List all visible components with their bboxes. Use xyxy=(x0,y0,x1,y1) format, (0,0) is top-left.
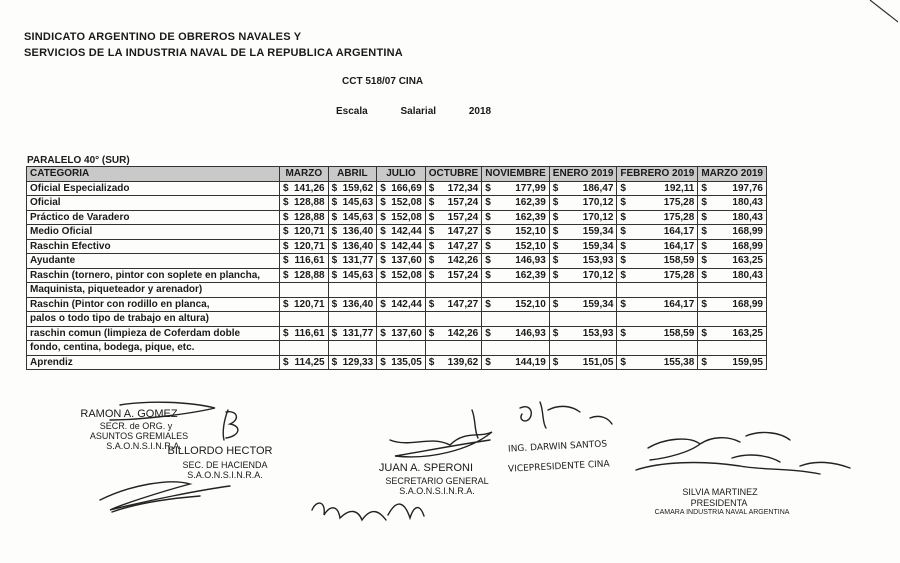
signature-speroni-title-2: S.A.O.N.S.I.N.R.A. xyxy=(399,486,475,496)
currency-cell: $ xyxy=(328,326,340,341)
value-cell: 147,27 xyxy=(437,297,482,312)
value-cell: 145,63 xyxy=(340,268,377,283)
currency-cell: $ xyxy=(698,326,710,341)
column-header-4: OCTUBRE xyxy=(425,167,481,182)
value-cell: 147,27 xyxy=(437,239,482,254)
category-cell: Raschin (Pintor con rodillo en planca, xyxy=(27,297,280,312)
value-cell: 141,26 xyxy=(291,181,328,196)
doc-title-line-2: SERVICIOS DE LA INDUSTRIA NAVAL DE LA REPUBLICA ARGENTINA xyxy=(24,47,403,59)
currency-cell: $ xyxy=(425,225,437,240)
signature-billordo-name: BILLORDO HECTOR xyxy=(167,445,273,457)
value-cell: 180,43 xyxy=(709,210,766,225)
currency-cell: $ xyxy=(698,355,710,370)
value-cell: 146,93 xyxy=(493,326,549,341)
currency-cell: $ xyxy=(698,268,710,283)
value-cell: 128,88 xyxy=(291,210,328,225)
escala-label: Escala Salarial 2018 xyxy=(336,106,492,117)
value-cell: 168,99 xyxy=(709,297,766,312)
value-cell: 170,12 xyxy=(561,196,617,211)
value-cell: 175,28 xyxy=(628,196,697,211)
currency-cell: $ xyxy=(698,181,710,196)
column-header-2: ABRIL xyxy=(328,167,377,182)
currency-cell: $ xyxy=(280,268,292,283)
value-cell: 142,26 xyxy=(437,254,482,269)
category-cell: palos o todo tipo de trabajo en altura) xyxy=(27,312,280,327)
value-cell: 152,08 xyxy=(388,196,425,211)
value-cell: 170,12 xyxy=(561,210,617,225)
currency-cell: $ xyxy=(617,225,629,240)
currency-cell: $ xyxy=(328,254,340,269)
currency-cell: $ xyxy=(617,355,629,370)
currency-cell: $ xyxy=(549,181,561,196)
currency-cell: $ xyxy=(617,326,629,341)
currency-cell: $ xyxy=(425,355,437,370)
category-cell: Ayudante xyxy=(27,254,280,269)
column-header-categoria: CATEGORIA xyxy=(27,167,280,182)
value-cell: 159,62 xyxy=(340,181,377,196)
signature-gomez-name: RAMON A. GOMEZ xyxy=(80,408,178,420)
value-cell: 180,43 xyxy=(709,196,766,211)
currency-cell: $ xyxy=(328,181,340,196)
value-cell: 157,24 xyxy=(437,268,482,283)
value-cell: 158,59 xyxy=(628,254,697,269)
currency-cell: $ xyxy=(425,326,437,341)
value-cell: 145,63 xyxy=(340,196,377,211)
currency-cell: $ xyxy=(482,239,494,254)
column-header-8: MARZO 2019 xyxy=(698,167,767,182)
value-cell: 158,59 xyxy=(628,326,697,341)
category-cell: raschin comun (limpieza de Coferdam doble xyxy=(27,326,280,341)
currency-cell: $ xyxy=(698,297,710,312)
value-cell: 145,63 xyxy=(340,210,377,225)
currency-cell: $ xyxy=(482,225,494,240)
currency-cell: $ xyxy=(328,225,340,240)
signature-billordo-title-2: S.A.O.N.S.I.N.R.A. xyxy=(187,470,263,480)
value-cell: 129,33 xyxy=(340,355,377,370)
signature-martinez-title-1: PRESIDENTA xyxy=(690,498,748,508)
currency-cell: $ xyxy=(328,355,340,370)
value-cell: 180,43 xyxy=(709,268,766,283)
currency-cell: $ xyxy=(482,326,494,341)
value-cell: 186,47 xyxy=(561,181,617,196)
value-cell: 170,12 xyxy=(561,268,617,283)
column-header-6: ENERO 2019 xyxy=(549,167,617,182)
currency-cell: $ xyxy=(377,326,389,341)
currency-cell: $ xyxy=(280,254,292,269)
value-cell: 137,60 xyxy=(388,326,425,341)
value-cell: 159,34 xyxy=(561,297,617,312)
currency-cell: $ xyxy=(617,297,629,312)
currency-cell: $ xyxy=(617,181,629,196)
currency-cell: $ xyxy=(698,210,710,225)
currency-cell: $ xyxy=(698,196,710,211)
value-cell: 152,08 xyxy=(388,210,425,225)
doc-title-line-1: SINDICATO ARGENTINO DE OBREROS NAVALES Y xyxy=(24,31,302,43)
currency-cell: $ xyxy=(698,254,710,269)
value-cell: 155,38 xyxy=(628,355,697,370)
value-cell: 162,39 xyxy=(493,268,549,283)
currency-cell: $ xyxy=(377,181,389,196)
currency-cell: $ xyxy=(698,225,710,240)
value-cell: 177,99 xyxy=(493,181,549,196)
currency-cell: $ xyxy=(425,254,437,269)
value-cell: 120,71 xyxy=(291,239,328,254)
signature-martinez-title-2: CAMARA INDUSTRIA NAVAL ARGENTINA xyxy=(654,509,790,516)
currency-cell: $ xyxy=(617,196,629,211)
category-cell: Medio Oficial xyxy=(27,225,280,240)
value-cell: 139,62 xyxy=(437,355,482,370)
value-cell: 192,11 xyxy=(628,181,697,196)
category-cell: fondo, centina, bodega, pique, etc. xyxy=(27,341,280,356)
currency-cell: $ xyxy=(328,196,340,211)
signature-gomez-title-3: S.A.O.N.S.I.N.R.A. xyxy=(106,441,182,451)
value-cell: 136,40 xyxy=(340,225,377,240)
currency-cell: $ xyxy=(549,210,561,225)
currency-cell: $ xyxy=(617,210,629,225)
value-cell: 175,28 xyxy=(628,268,697,283)
currency-cell: $ xyxy=(549,355,561,370)
value-cell: 164,17 xyxy=(628,297,697,312)
value-cell: 142,44 xyxy=(388,239,425,254)
signature-speroni-title-1: SECRETARIO GENERAL xyxy=(385,476,489,486)
currency-cell: $ xyxy=(377,355,389,370)
cct-label: CCT 518/07 CINA xyxy=(342,76,424,87)
column-header-7: FEBRERO 2019 xyxy=(617,167,698,182)
currency-cell: $ xyxy=(328,297,340,312)
category-cell: Práctico de Varadero xyxy=(27,210,280,225)
value-cell: 142,44 xyxy=(388,225,425,240)
currency-cell: $ xyxy=(482,210,494,225)
value-cell: 131,77 xyxy=(340,254,377,269)
value-cell: 164,17 xyxy=(628,239,697,254)
currency-cell: $ xyxy=(482,254,494,269)
value-cell: 137,60 xyxy=(388,254,425,269)
value-cell: 163,25 xyxy=(709,254,766,269)
value-cell: 159,34 xyxy=(561,239,617,254)
value-cell: 168,99 xyxy=(709,225,766,240)
category-cell: Maquinista, piqueteador y arenador) xyxy=(27,283,280,298)
signature-santos-line-2: VICEPRESIDENTE CINA xyxy=(507,459,610,475)
currency-cell: $ xyxy=(425,297,437,312)
currency-cell: $ xyxy=(617,239,629,254)
value-cell: 159,95 xyxy=(709,355,766,370)
value-cell: 175,28 xyxy=(628,210,697,225)
currency-cell: $ xyxy=(377,254,389,269)
currency-cell: $ xyxy=(617,268,629,283)
currency-cell: $ xyxy=(377,225,389,240)
currency-cell: $ xyxy=(328,268,340,283)
value-cell: 128,88 xyxy=(291,268,328,283)
currency-cell: $ xyxy=(482,297,494,312)
value-cell: 116,61 xyxy=(291,326,328,341)
signature-gomez-title-2: ASUNTOS GREMIALES xyxy=(89,431,189,441)
currency-cell: $ xyxy=(482,355,494,370)
corner-mark xyxy=(860,0,900,30)
signature-billordo-title-1: SEC. DE HACIENDA xyxy=(182,460,268,470)
currency-cell: $ xyxy=(280,297,292,312)
currency-cell: $ xyxy=(377,210,389,225)
value-cell: 144,19 xyxy=(493,355,549,370)
category-cell: Aprendiz xyxy=(27,355,280,370)
currency-cell: $ xyxy=(549,254,561,269)
currency-cell: $ xyxy=(549,196,561,211)
value-cell: 168,99 xyxy=(709,239,766,254)
currency-cell: $ xyxy=(280,196,292,211)
currency-cell: $ xyxy=(482,196,494,211)
value-cell: 128,88 xyxy=(291,196,328,211)
value-cell: 157,24 xyxy=(437,196,482,211)
category-cell: Raschin (tornero, pintor con soplete en plancha, xyxy=(27,268,280,283)
signature-gomez-title-1: SECR. de ORG. y xyxy=(99,421,173,431)
value-cell: 162,39 xyxy=(493,210,549,225)
currency-cell: $ xyxy=(549,326,561,341)
column-header-3: JULIO xyxy=(377,167,426,182)
currency-cell: $ xyxy=(377,239,389,254)
category-cell: Oficial Especializado xyxy=(27,181,280,196)
value-cell: 164,17 xyxy=(628,225,697,240)
currency-cell: $ xyxy=(425,239,437,254)
currency-cell: $ xyxy=(425,181,437,196)
currency-cell: $ xyxy=(549,268,561,283)
value-cell: 166,69 xyxy=(388,181,425,196)
currency-cell: $ xyxy=(377,268,389,283)
value-cell: 152,10 xyxy=(493,297,549,312)
value-cell: 135,05 xyxy=(388,355,425,370)
value-cell: 151,05 xyxy=(561,355,617,370)
value-cell: 152,08 xyxy=(388,268,425,283)
currency-cell: $ xyxy=(617,254,629,269)
value-cell: 159,34 xyxy=(561,225,617,240)
value-cell: 131,77 xyxy=(340,326,377,341)
category-cell: Raschin Efectivo xyxy=(27,239,280,254)
value-cell: 116,61 xyxy=(291,254,328,269)
currency-cell: $ xyxy=(482,268,494,283)
value-cell: 152,10 xyxy=(493,239,549,254)
value-cell: 136,40 xyxy=(340,297,377,312)
column-header-5: NOVIEMBRE xyxy=(482,167,550,182)
currency-cell: $ xyxy=(482,181,494,196)
currency-cell: $ xyxy=(549,225,561,240)
value-cell: 153,93 xyxy=(561,326,617,341)
value-cell: 120,71 xyxy=(291,225,328,240)
value-cell: 142,44 xyxy=(388,297,425,312)
value-cell: 153,93 xyxy=(561,254,617,269)
value-cell: 146,93 xyxy=(493,254,549,269)
value-cell: 197,76 xyxy=(709,181,766,196)
value-cell: 136,40 xyxy=(340,239,377,254)
currency-cell: $ xyxy=(425,196,437,211)
value-cell: 120,71 xyxy=(291,297,328,312)
value-cell: 114,25 xyxy=(291,355,328,370)
value-cell: 172,34 xyxy=(437,181,482,196)
currency-cell: $ xyxy=(549,239,561,254)
signature-speroni-name: JUAN A. SPERONI xyxy=(378,462,474,474)
signature-martinez-name: SILVIA MARTINEZ xyxy=(682,487,758,497)
column-header-1: MARZO xyxy=(280,167,329,182)
value-cell: 147,27 xyxy=(437,225,482,240)
category-cell: Oficial xyxy=(27,196,280,211)
currency-cell: $ xyxy=(280,355,292,370)
currency-cell: $ xyxy=(280,181,292,196)
currency-cell: $ xyxy=(328,210,340,225)
currency-cell: $ xyxy=(280,210,292,225)
currency-cell: $ xyxy=(377,297,389,312)
currency-cell: $ xyxy=(280,326,292,341)
value-cell: 162,39 xyxy=(493,196,549,211)
currency-cell: $ xyxy=(328,239,340,254)
currency-cell: $ xyxy=(425,268,437,283)
value-cell: 163,25 xyxy=(709,326,766,341)
currency-cell: $ xyxy=(698,239,710,254)
currency-cell: $ xyxy=(280,239,292,254)
currency-cell: $ xyxy=(280,225,292,240)
currency-cell: $ xyxy=(549,297,561,312)
region-label: PARALELO 40° (SUR) xyxy=(27,155,130,166)
value-cell: 152,10 xyxy=(493,225,549,240)
signature-santos-line-1: ING. DARWIN SANTOS xyxy=(507,439,608,455)
currency-cell: $ xyxy=(377,196,389,211)
value-cell: 157,24 xyxy=(437,210,482,225)
currency-cell: $ xyxy=(425,210,437,225)
value-cell: 142,26 xyxy=(437,326,482,341)
